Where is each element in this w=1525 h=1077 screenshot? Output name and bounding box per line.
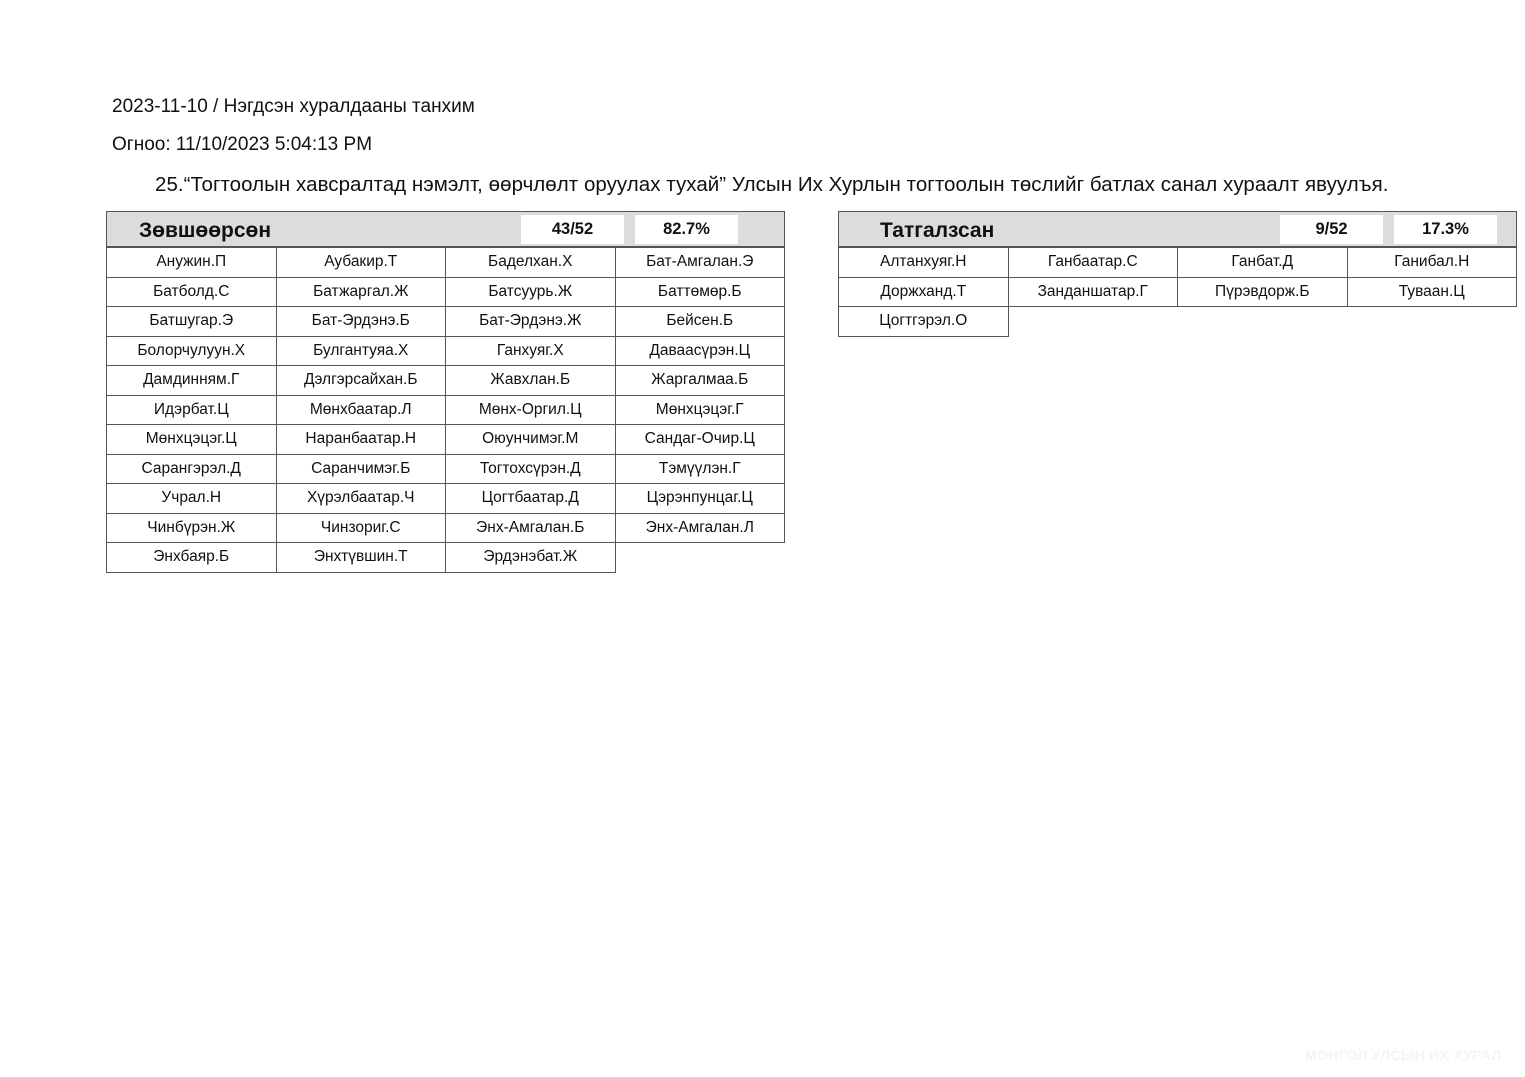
empty-cell xyxy=(1178,307,1348,337)
member-name-cell: Баделхан.Х xyxy=(446,248,616,278)
member-name-cell: Наранбаатар.Н xyxy=(276,425,446,455)
rejected-panel xyxy=(838,211,1517,337)
member-name-cell: Доржханд.Т xyxy=(839,277,1009,307)
member-name-cell: Тэмүүлэн.Г xyxy=(615,454,785,484)
member-name-cell: Чинзориг.С xyxy=(276,513,446,543)
table-row xyxy=(107,395,785,425)
approved-title: Зөвшөөрсөн xyxy=(139,219,272,242)
motion-title: 25.“Тогтоолын хавсралтад нэмэлт, өөрчлөлт оруулах тухай” Улсын Их Хурлын тогтоолын төслийг батлах санал хураалт явуулъя. xyxy=(155,173,1389,196)
member-name-cell: Булгантуяа.Х xyxy=(276,336,446,366)
member-name-cell: Энхтүвшин.Т xyxy=(276,543,446,573)
watermark: МОНГОЛ УЛСЫН ИХ ХУРАЛ xyxy=(1305,1047,1502,1063)
table-row xyxy=(107,336,785,366)
rejected-names-table xyxy=(838,247,1517,337)
member-name-cell: Энх-Амгалан.Б xyxy=(446,513,616,543)
member-name-cell: Батжаргал.Ж xyxy=(276,277,446,307)
table-row xyxy=(107,307,785,337)
member-name-cell: Занданшатар.Г xyxy=(1008,277,1178,307)
table-row xyxy=(107,543,785,573)
member-name-cell: Дэлгэрсайхан.Б xyxy=(276,366,446,396)
member-name-cell: Мөнх-Оргил.Ц xyxy=(446,395,616,425)
member-name-cell: Тогтохсүрэн.Д xyxy=(446,454,616,484)
member-name-cell: Анужин.П xyxy=(107,248,277,278)
member-name-cell: Бат-Амгалан.Э xyxy=(615,248,785,278)
rejected-count: 9/52 xyxy=(1280,215,1383,244)
member-name-cell: Мөнхцэцэг.Ц xyxy=(107,425,277,455)
rejected-percent: 17.3% xyxy=(1394,215,1497,244)
approved-count: 43/52 xyxy=(521,215,624,244)
member-name-cell: Сандаг-Очир.Ц xyxy=(615,425,785,455)
member-name-cell: Болорчулуун.Х xyxy=(107,336,277,366)
approved-names-table xyxy=(106,247,785,573)
approved-percent: 82.7% xyxy=(635,215,738,244)
member-name-cell: Эрдэнэбат.Ж xyxy=(446,543,616,573)
member-name-cell: Учрал.Н xyxy=(107,484,277,514)
member-name-cell: Баттөмөр.Б xyxy=(615,277,785,307)
approved-header xyxy=(106,211,785,247)
member-name-cell: Мөнхцэцэг.Г xyxy=(615,395,785,425)
member-name-cell: Мөнхбаатар.Л xyxy=(276,395,446,425)
member-name-cell: Бейсен.Б xyxy=(615,307,785,337)
member-name-cell: Батшугар.Э xyxy=(107,307,277,337)
member-name-cell: Цогтгэрэл.О xyxy=(839,307,1009,337)
member-name-cell: Энх-Амгалан.Л xyxy=(615,513,785,543)
member-name-cell: Батсуурь.Ж xyxy=(446,277,616,307)
rejected-title: Татгалзсан xyxy=(880,219,995,242)
table-row xyxy=(107,513,785,543)
member-name-cell: Бат-Эрдэнэ.Ж xyxy=(446,307,616,337)
member-name-cell: Батболд.С xyxy=(107,277,277,307)
member-name-cell: Оюунчимэг.М xyxy=(446,425,616,455)
empty-cell xyxy=(1008,307,1178,337)
empty-cell xyxy=(1347,307,1517,337)
member-name-cell: Бат-Эрдэнэ.Б xyxy=(276,307,446,337)
member-name-cell: Хүрэлбаатар.Ч xyxy=(276,484,446,514)
table-row xyxy=(839,307,1517,337)
table-row xyxy=(107,484,785,514)
table-row xyxy=(107,277,785,307)
table-row xyxy=(107,454,785,484)
table-row xyxy=(107,425,785,455)
member-name-cell: Туваан.Ц xyxy=(1347,277,1517,307)
member-name-cell: Ганибал.Н xyxy=(1347,248,1517,278)
member-name-cell: Жавхлан.Б xyxy=(446,366,616,396)
member-name-cell: Пүрэвдорж.Б xyxy=(1178,277,1348,307)
table-row xyxy=(839,248,1517,278)
table-row xyxy=(839,277,1517,307)
table-row xyxy=(107,248,785,278)
member-name-cell: Саранчимэг.Б xyxy=(276,454,446,484)
member-name-cell: Ганбат.Д xyxy=(1178,248,1348,278)
member-name-cell: Сарангэрэл.Д xyxy=(107,454,277,484)
rejected-header xyxy=(838,211,1517,247)
member-name-cell: Идэрбат.Ц xyxy=(107,395,277,425)
approved-panel xyxy=(106,211,785,573)
member-name-cell: Ганбаатар.С xyxy=(1008,248,1178,278)
member-name-cell: Алтанхуяг.Н xyxy=(839,248,1009,278)
member-name-cell: Цогтбаатар.Д xyxy=(446,484,616,514)
table-row xyxy=(107,366,785,396)
member-name-cell: Аубакир.Т xyxy=(276,248,446,278)
header-timestamp: Огноо: 11/10/2023 5:04:13 PM xyxy=(112,134,373,155)
member-name-cell: Даваасүрэн.Ц xyxy=(615,336,785,366)
member-name-cell: Цэрэнпунцаг.Ц xyxy=(615,484,785,514)
member-name-cell: Энхбаяр.Б xyxy=(107,543,277,573)
empty-cell xyxy=(615,543,785,573)
member-name-cell: Жаргалмаа.Б xyxy=(615,366,785,396)
member-name-cell: Чинбүрэн.Ж xyxy=(107,513,277,543)
header-date-hall: 2023-11-10 / Нэгдсэн хуралдааны танхим xyxy=(112,96,475,117)
member-name-cell: Дамдинням.Г xyxy=(107,366,277,396)
member-name-cell: Ганхуяг.Х xyxy=(446,336,616,366)
